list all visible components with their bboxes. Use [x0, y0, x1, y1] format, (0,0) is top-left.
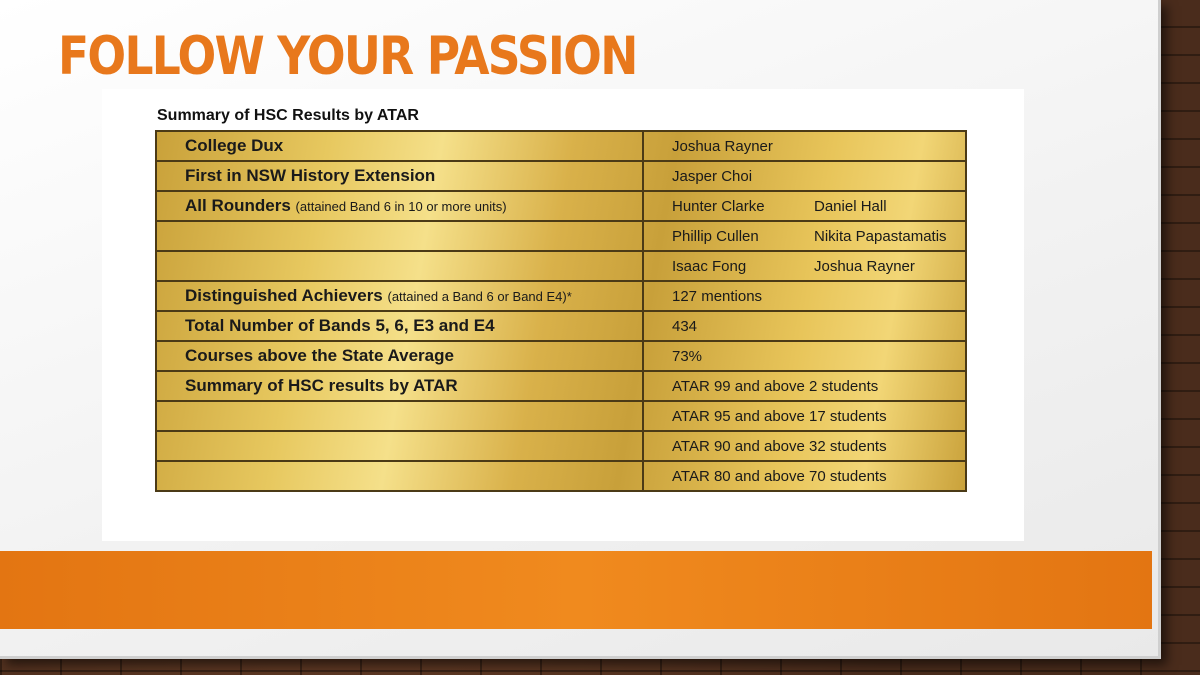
- row-label: Total Number of Bands 5, 6, E3 and E4: [185, 316, 495, 335]
- row-value-cell: [643, 131, 966, 161]
- table-row: [156, 461, 966, 491]
- row-value-cell: [643, 401, 966, 431]
- table-row: [156, 311, 966, 341]
- row-value: ATAR 99 and above 2 students: [672, 377, 879, 395]
- row-label-cell: [156, 401, 643, 431]
- table-row: [156, 371, 966, 401]
- row-label-cell: [156, 311, 643, 341]
- row-value-cell: [643, 341, 966, 371]
- row-label-cell: [156, 461, 643, 491]
- row-label: Distinguished Achievers: [185, 286, 383, 305]
- row-label-cell: [156, 131, 643, 161]
- table-row: [156, 131, 966, 161]
- row-label-cell: [156, 221, 643, 251]
- table-row: [156, 341, 966, 371]
- row-value-cell: [643, 251, 966, 281]
- row-value-cell: [643, 161, 966, 191]
- row-note: (attained a Band 6 or Band E4)*: [387, 289, 572, 304]
- row-value-cell: [643, 461, 966, 491]
- table-caption: Summary of HSC Results by ATAR: [157, 107, 419, 124]
- row-value: Daniel Hall: [814, 197, 887, 215]
- table-row: [156, 401, 966, 431]
- row-value: Jasper Choi: [672, 167, 753, 185]
- row-value-cell: [643, 191, 966, 221]
- table-row: [156, 191, 966, 221]
- row-value: Hunter Clarke: [672, 197, 765, 215]
- row-value-cell: [643, 311, 966, 341]
- row-value-cell: [643, 281, 966, 311]
- row-value: ATAR 90 and above 32 students: [672, 437, 887, 455]
- row-value: Phillip Cullen: [672, 227, 759, 245]
- row-label-cell: [156, 281, 643, 311]
- row-label: First in NSW History Extension: [185, 166, 436, 185]
- row-value-cell: [643, 431, 966, 461]
- row-label-cell: [156, 191, 643, 221]
- row-label: All Rounders: [185, 196, 291, 215]
- table-row: [156, 161, 966, 191]
- row-label-cell: [156, 251, 643, 281]
- slide-title: FOLLOW YOUR PASSION: [58, 26, 637, 87]
- row-value: Isaac Fong: [672, 257, 747, 275]
- row-label: Courses above the State Average: [185, 346, 454, 365]
- row-label-cell: [156, 371, 643, 401]
- row-value: Nikita Papastamatis: [814, 227, 947, 245]
- row-label: Summary of HSC results by ATAR: [185, 376, 458, 395]
- row-value: 127 mentions: [672, 287, 763, 305]
- orange-band: [0, 551, 1152, 629]
- row-value: ATAR 80 and above 70 students: [672, 467, 887, 485]
- row-value: 434: [672, 317, 698, 335]
- row-label: College Dux: [185, 136, 284, 155]
- row-value: ATAR 95 and above 17 students: [672, 407, 887, 425]
- row-value: Joshua Rayner: [814, 257, 915, 275]
- row-value-cell: [643, 371, 966, 401]
- table-row: [156, 431, 966, 461]
- row-value: 73%: [672, 347, 703, 365]
- row-label-cell: [156, 431, 643, 461]
- row-label-cell: [156, 161, 643, 191]
- table-row: [156, 281, 966, 311]
- results-table: [155, 130, 967, 492]
- results-panel: [102, 89, 1024, 541]
- row-label-cell: [156, 341, 643, 371]
- row-note: (attained Band 6 in 10 or more units): [295, 199, 507, 214]
- table-row: [156, 251, 966, 281]
- row-value-cell: [643, 221, 966, 251]
- table-row: [156, 221, 966, 251]
- row-value: Joshua Rayner: [672, 137, 773, 155]
